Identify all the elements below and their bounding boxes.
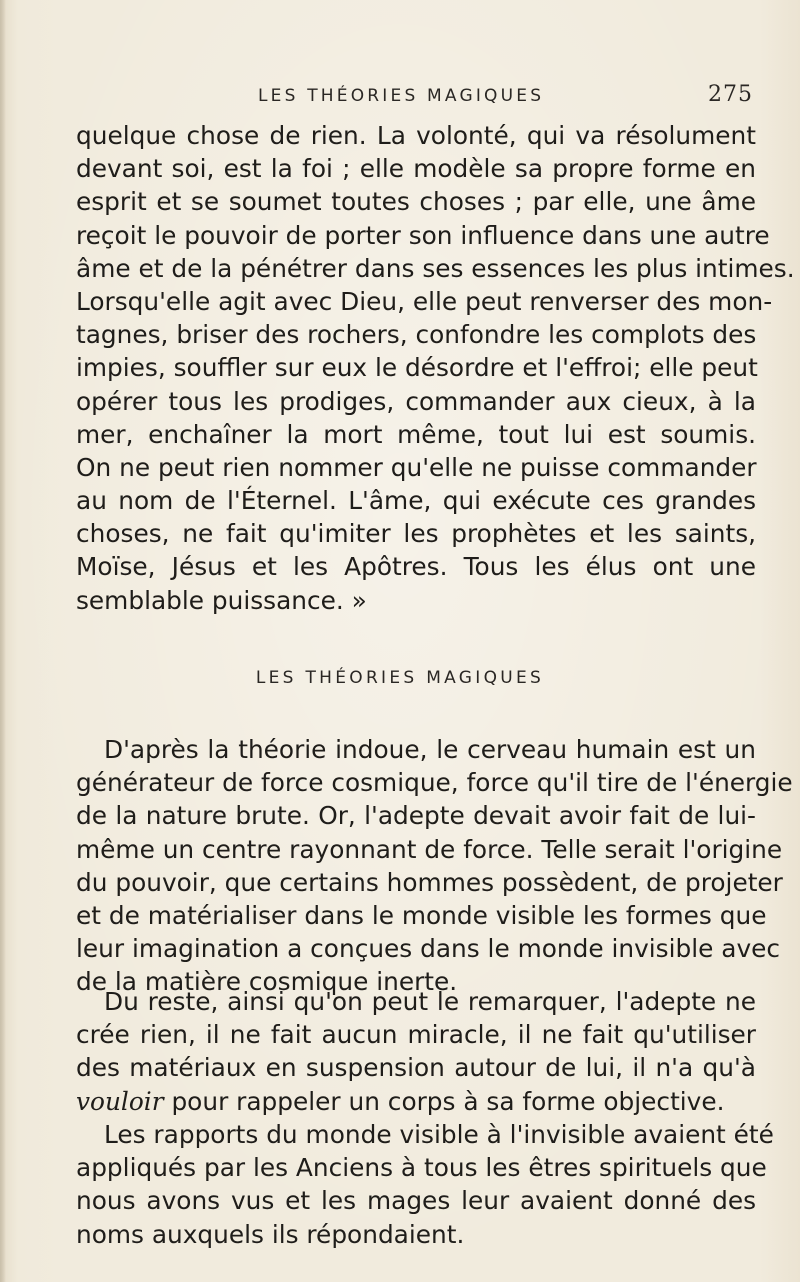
paragraph-adept-creates-nothing bbox=[76, 985, 756, 1118]
text-line: Moïse, Jésus et les Apôtres. Tous les élus ont une bbox=[76, 552, 756, 582]
section-heading: LES THÉORIES MAGIQUES bbox=[255, 668, 545, 688]
text-line bbox=[76, 1085, 756, 1118]
text-line: au nom de l'Éternel. L'âme, qui exécute ces grandes bbox=[76, 486, 756, 516]
running-head bbox=[0, 82, 800, 112]
text-line: impies, souffler sur eux le désordre et l'effroi; elle peut bbox=[76, 353, 758, 383]
text-line: âme et de la pénétrer dans ses essences les plus intimes. bbox=[76, 253, 795, 283]
text-line: mer, enchaîner la mort même, tout lui est soumis. bbox=[76, 419, 756, 449]
text-line: nous avons vus et les mages leur avaient donné des bbox=[76, 1186, 756, 1216]
text-line: des matériaux en suspension autour de lui, il n'a qu'à bbox=[76, 1053, 756, 1083]
text-line: Les rapports du monde visible à l'invisible avaient été bbox=[104, 1120, 774, 1149]
paragraph-continued-quote bbox=[76, 119, 795, 617]
text-line: choses, ne fait qu'imiter les prophètes et les saints, bbox=[76, 519, 756, 549]
text-line: On ne peut rien nommer qu'elle ne puisse commander bbox=[76, 452, 757, 482]
text-line-rest: pour rappeler un corps à sa forme objective. bbox=[163, 1086, 725, 1116]
text-line: de la nature brute. Or, l'adepte devait avoir fait de lui- bbox=[76, 801, 756, 831]
text-line: semblable puissance. » bbox=[76, 585, 367, 615]
text-line: même un centre rayonnant de force. Telle serait l'origine bbox=[76, 834, 783, 864]
text-line: du pouvoir, que certains hommes possèdent, de projeter bbox=[76, 867, 783, 897]
text-line: appliqués par les Anciens à tous les êtres spirituels que bbox=[76, 1153, 767, 1183]
text-line: crée rien, il ne fait aucun miracle, il ne fait qu'utiliser bbox=[76, 1020, 756, 1050]
text-line: D'après la théorie indoue, le cerveau humain est un bbox=[104, 735, 756, 764]
text-line: Du reste, ainsi qu'on peut le remarquer, l'adepte ne bbox=[104, 987, 756, 1016]
text-line: tagnes, briser des rochers, confondre les complots des bbox=[76, 320, 757, 350]
text-line: et de matérialiser dans le monde visible les formes que bbox=[76, 900, 767, 930]
text-line: devant soi, est la foi ; elle modèle sa propre forme en bbox=[76, 154, 756, 184]
page-edge-shadow bbox=[0, 0, 6, 1282]
text-line: Lorsqu'elle agit avec Dieu, elle peut renverser des mon- bbox=[76, 286, 773, 316]
paragraph-hindu-theory bbox=[76, 733, 793, 999]
text-line: générateur de force cosmique, force qu'il tire de l'énergie bbox=[76, 768, 793, 798]
text-line: opérer tous les prodiges, commander aux cieux, à la bbox=[76, 386, 756, 416]
paragraph-visible-invisible bbox=[76, 1118, 774, 1251]
italic-word: vouloir bbox=[76, 1086, 164, 1116]
text-line: de la matière cosmique inerte. bbox=[76, 967, 458, 997]
text-line: esprit et se soumet toutes choses ; par elle, une âme bbox=[76, 187, 756, 217]
text-line: quelque chose de rien. La volonté, qui va résolument bbox=[76, 121, 756, 150]
page-number: 275 bbox=[708, 82, 753, 107]
text-line: leur imagination a conçues dans le monde invisible avec bbox=[76, 934, 781, 964]
running-title: LES THÉORIES MAGIQUES bbox=[258, 86, 545, 106]
text-line: reçoit le pouvoir de porter son influence dans une autre bbox=[76, 220, 770, 250]
text-line: noms auxquels ils répondaient. bbox=[76, 1219, 465, 1249]
